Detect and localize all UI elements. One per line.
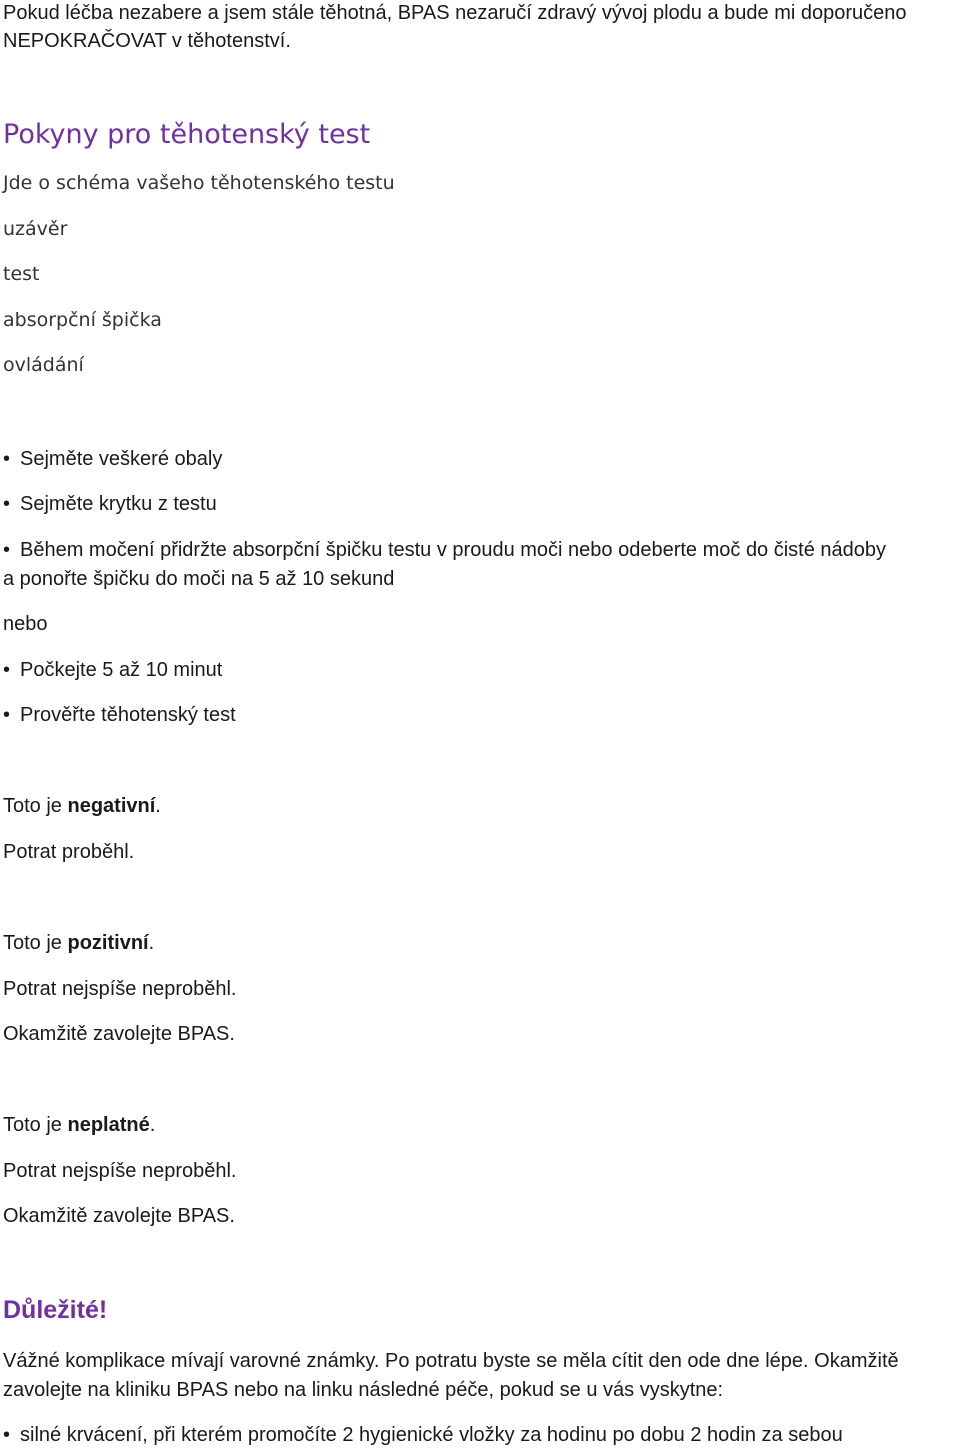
result-invalid-note: Potrat nejspíše neproběhl. [3, 1160, 237, 1182]
diagram-label-tip: absorpční špička [3, 309, 162, 331]
intro-line-2: NEPOKRAČOVAT v těhotenství. [3, 30, 291, 52]
diagram-label-test: test [3, 263, 40, 285]
result-negative-word: negativní [67, 795, 156, 817]
result-invalid: Toto je neplatné. [3, 1114, 156, 1136]
or-separator: nebo [3, 613, 48, 635]
result-negative: Toto je negativní. [3, 795, 161, 817]
result-positive-action: Okamžitě zavolejte BPAS. [3, 1023, 235, 1045]
step-item: • Sejměte krytku z testu [3, 490, 217, 518]
step-item: • Během močení přidržte absorpční špičku testu v proudu moči nebo odeberte moč do čisté nádoby [3, 536, 886, 564]
diagram-label-control: ovládání [3, 354, 84, 376]
result-invalid-word: neplatné [67, 1114, 150, 1136]
important-line-1: Vážné komplikace mívají varovné známky. Po potratu byste se měla cítit den ode dne lépe. Okamžitě [3, 1350, 899, 1372]
diagram-caption: Jde o schéma vašeho těhotenského testu [3, 172, 395, 194]
important-line-2: zavolejte na kliniku BPAS nebo na linku následné péče, pokud se u vás vyskytne: [3, 1379, 724, 1401]
section-title-test: Pokyny pro těhotenský test [3, 119, 371, 150]
section-title-important: Důležité! [3, 1296, 108, 1324]
intro-line-1: Pokud léčba nezabere a jsem stále těhotná, BPAS nezaručí zdravý vývoj plodu a bude mi doporučeno [3, 2, 907, 24]
step-item: • Prověřte těhotenský test [3, 701, 236, 729]
result-positive-word: pozitivní [67, 932, 149, 954]
warning-sign-item: • silné krvácení, při kterém promočíte 2 hygienické vložky za hodinu po dobu 2 hodin za sebou [3, 1421, 843, 1449]
result-positive: Toto je pozitivní. [3, 932, 155, 954]
step-item: • Počkejte 5 až 10 minut [3, 656, 222, 684]
result-positive-note: Potrat nejspíše neproběhl. [3, 978, 237, 1000]
step-item-continuation: a ponořte špičku do moči na 5 až 10 sekund [3, 568, 395, 590]
diagram-label-cap: uzávěr [3, 218, 68, 240]
step-item: • Sejměte veškeré obaly [3, 445, 222, 473]
result-invalid-action: Okamžitě zavolejte BPAS. [3, 1205, 235, 1227]
result-negative-note: Potrat proběhl. [3, 841, 135, 863]
